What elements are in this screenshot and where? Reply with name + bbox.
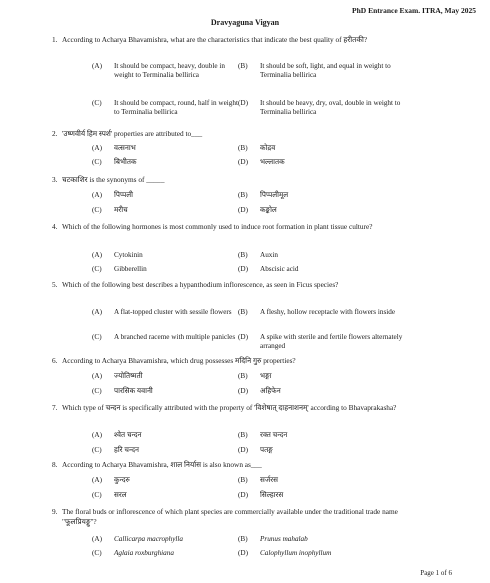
question-1 <box>52 35 418 45</box>
question-text: According to Acharya Bhavamishra, which drug possesses मदिनि गुरु properties? <box>62 356 296 365</box>
question-text: चटकाशिर is the synonyms of _____ <box>62 175 165 184</box>
question-2 <box>52 129 418 139</box>
question-5 <box>52 280 418 290</box>
question-text: Which of the following hormones is most commonly used to induce root formation in plant tissue culture? <box>62 222 373 231</box>
subject-title: Dravyaguna Vigyan <box>210 18 280 27</box>
exam-header: PhD Entrance Exam. ITRA, May 2025 <box>352 6 476 15</box>
question-6 <box>52 356 418 366</box>
question-number: 9. <box>52 507 58 516</box>
question-text: According to Acharya Bhavamishra, शाल निर्यास is also known as___ <box>62 460 262 469</box>
question-3 <box>52 175 418 185</box>
question-number: 5. <box>52 280 58 289</box>
question-number: 7. <box>52 403 58 412</box>
question-7 <box>52 403 418 413</box>
question-number: 2. <box>52 129 58 138</box>
question-number: 8. <box>52 460 58 469</box>
question-number: 6. <box>52 356 58 365</box>
page-number: Page 1 of 6 <box>420 569 452 577</box>
question-number: 4. <box>52 222 58 231</box>
question-number: 3. <box>52 175 58 184</box>
question-number: 1. <box>52 35 58 44</box>
question-8 <box>52 460 418 470</box>
question-9 <box>52 507 418 526</box>
question-text: The floral buds or inflorescence of which plant species are commercially available under the traditional trade name "फूलप्रियङ्गु"? <box>62 507 398 526</box>
question-4 <box>52 222 418 232</box>
question-text: Which of the following best describes a hypanthodium inflorescence, as seen in Ficus species? <box>62 280 339 289</box>
question-text: According to Acharya Bhavamishra, what are the characteristics that indicate the best quality of हरीतकी? <box>62 35 368 44</box>
question-text: Which type of चन्दन is specifically attributed with the property of 'विशेषात् दाहनाशनम्' according to Bhavaprakasha? <box>62 403 397 412</box>
question-text: 'उष्णवीर्य हिम स्पर्श' properties are attributed to___ <box>62 129 203 138</box>
